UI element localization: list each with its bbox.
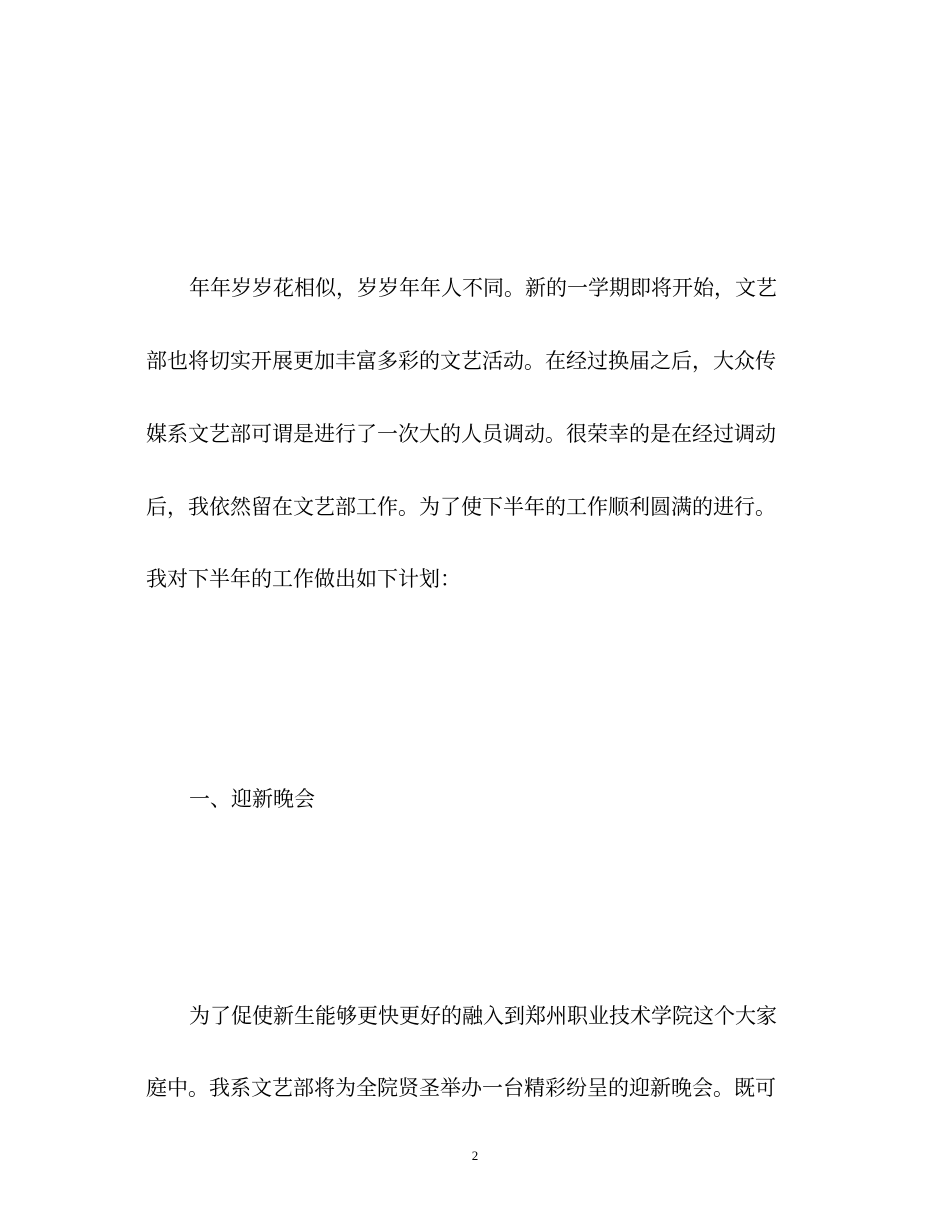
paragraph-1-line-1: 年年岁岁花相似，岁岁年年人不同。新的一学期即将开始，文艺 — [189, 276, 777, 300]
page-number: 2 — [471, 1148, 479, 1163]
paragraph-1-line-2: 部也将切实开展更加丰富多彩的文艺活动。在经过换届之后，大众传 — [146, 349, 776, 373]
paragraph-3-line-2: 庭中。我系文艺部将为全院贤圣举办一台精彩纷呈的迎新晚会。既可 — [146, 1076, 776, 1100]
paragraph-1-line-3: 媒系文艺部可谓是进行了一次大的人员调动。很荣幸的是在经过调动 — [146, 422, 776, 446]
section-heading: 一、迎新晚会 — [189, 787, 315, 811]
paragraph-1-line-5: 我对下半年的工作做出如下计划： — [146, 567, 461, 591]
paragraph-3-line-1: 为了促使新生能够更快更好的融入到郑州职业技术学院这个大家 — [189, 1004, 777, 1028]
paragraph-1-line-4: 后，我依然留在文艺部工作。为了使下半年的工作顺利圆满的进行。 — [146, 495, 776, 519]
